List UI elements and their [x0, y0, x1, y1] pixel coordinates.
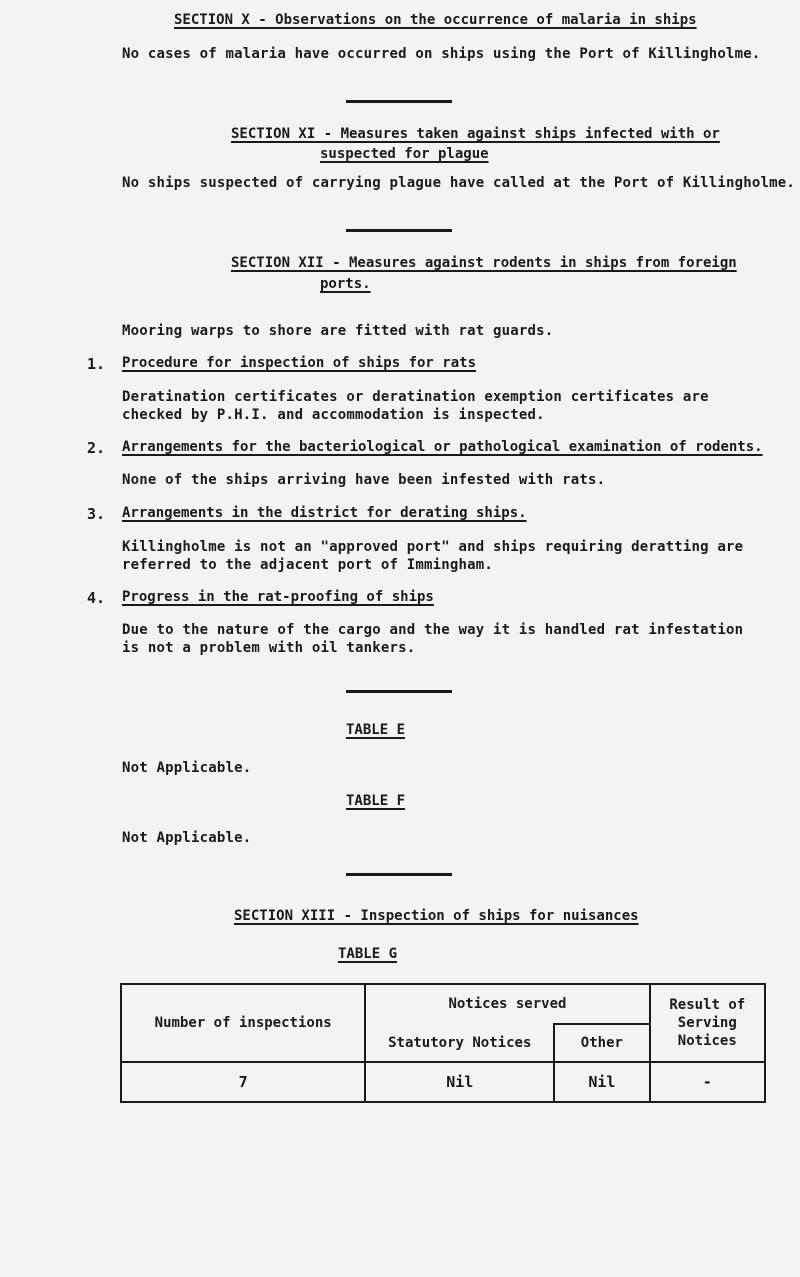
cell-result: -	[650, 1062, 765, 1102]
section-xi-heading-line2: suspected for plague	[320, 146, 489, 162]
item-number: 1.	[87, 355, 106, 373]
table-f-title: TABLE F	[346, 793, 406, 809]
header-result-line3: Notices	[677, 1033, 737, 1049]
divider	[346, 100, 452, 103]
table-e-title: TABLE E	[346, 722, 406, 738]
section-x-heading: SECTION X - Observations on the occurrence of malaria in ships	[174, 12, 697, 28]
item-title: Arrangements in the district for derating ships.	[122, 505, 527, 521]
divider	[346, 690, 452, 693]
item-body-line2: is not a problem with oil tankers.	[122, 640, 416, 656]
item-title: Procedure for inspection of ships for rats	[122, 355, 477, 371]
header-statutory: Statutory Notices	[365, 1024, 554, 1062]
item-title: Arrangements for the bacteriological or pathological examination of rodents.	[122, 439, 763, 455]
header-inspections: Number of inspections	[121, 984, 365, 1062]
header-result-line1: Result of	[669, 997, 746, 1013]
section-xii-heading-line1: SECTION XII - Measures against rodents in ships from foreign	[231, 255, 737, 271]
header-result	[650, 984, 765, 1062]
item-body-line1: None of the ships arriving have been infested with rats.	[122, 472, 606, 488]
header-result-line2: Serving	[677, 1015, 737, 1031]
table-e-body: Not Applicable.	[122, 760, 252, 776]
cell-other: Nil	[554, 1062, 649, 1102]
section-x-body: No cases of malaria have occurred on ships using the Port of Killingholme.	[122, 46, 761, 62]
section-xii-intro: Mooring warps to shore are fitted with rat guards.	[122, 323, 554, 339]
table-g	[120, 983, 766, 1103]
cell-inspections: 7	[121, 1062, 365, 1102]
item-body-line2: checked by P.H.I. and accommodation is inspected.	[122, 407, 545, 423]
section-xi-body: No ships suspected of carrying plague have called at the Port of Killingholme.	[122, 175, 796, 191]
item-body-line1: Deratination certificates or deratination exemption certificates are	[122, 389, 709, 405]
item-number: 3.	[87, 505, 106, 523]
item-title: Progress in the rat-proofing of ships	[122, 589, 434, 605]
table-g-title: TABLE G	[338, 946, 398, 962]
divider	[346, 873, 452, 876]
header-other: Other	[554, 1024, 649, 1062]
section-xi-heading-line1: SECTION XI - Measures taken against ships infected with or	[231, 126, 720, 142]
cell-statutory: Nil	[365, 1062, 554, 1102]
item-body-line2: referred to the adjacent port of Immingham.	[122, 557, 494, 573]
table-f-body: Not Applicable.	[122, 830, 252, 846]
divider	[346, 229, 452, 232]
section-xiii-heading: SECTION XIII - Inspection of ships for nuisances	[234, 908, 639, 924]
item-body-line1: Due to the nature of the cargo and the way it is handled rat infestation	[122, 622, 744, 638]
item-number: 4.	[87, 589, 106, 607]
section-xii-heading-line2: ports.	[320, 276, 371, 292]
item-number: 2.	[87, 439, 106, 457]
header-notices-served: Notices served	[365, 984, 649, 1024]
item-body-line1: Killingholme is not an "approved port" and ships requiring deratting are	[122, 539, 744, 555]
